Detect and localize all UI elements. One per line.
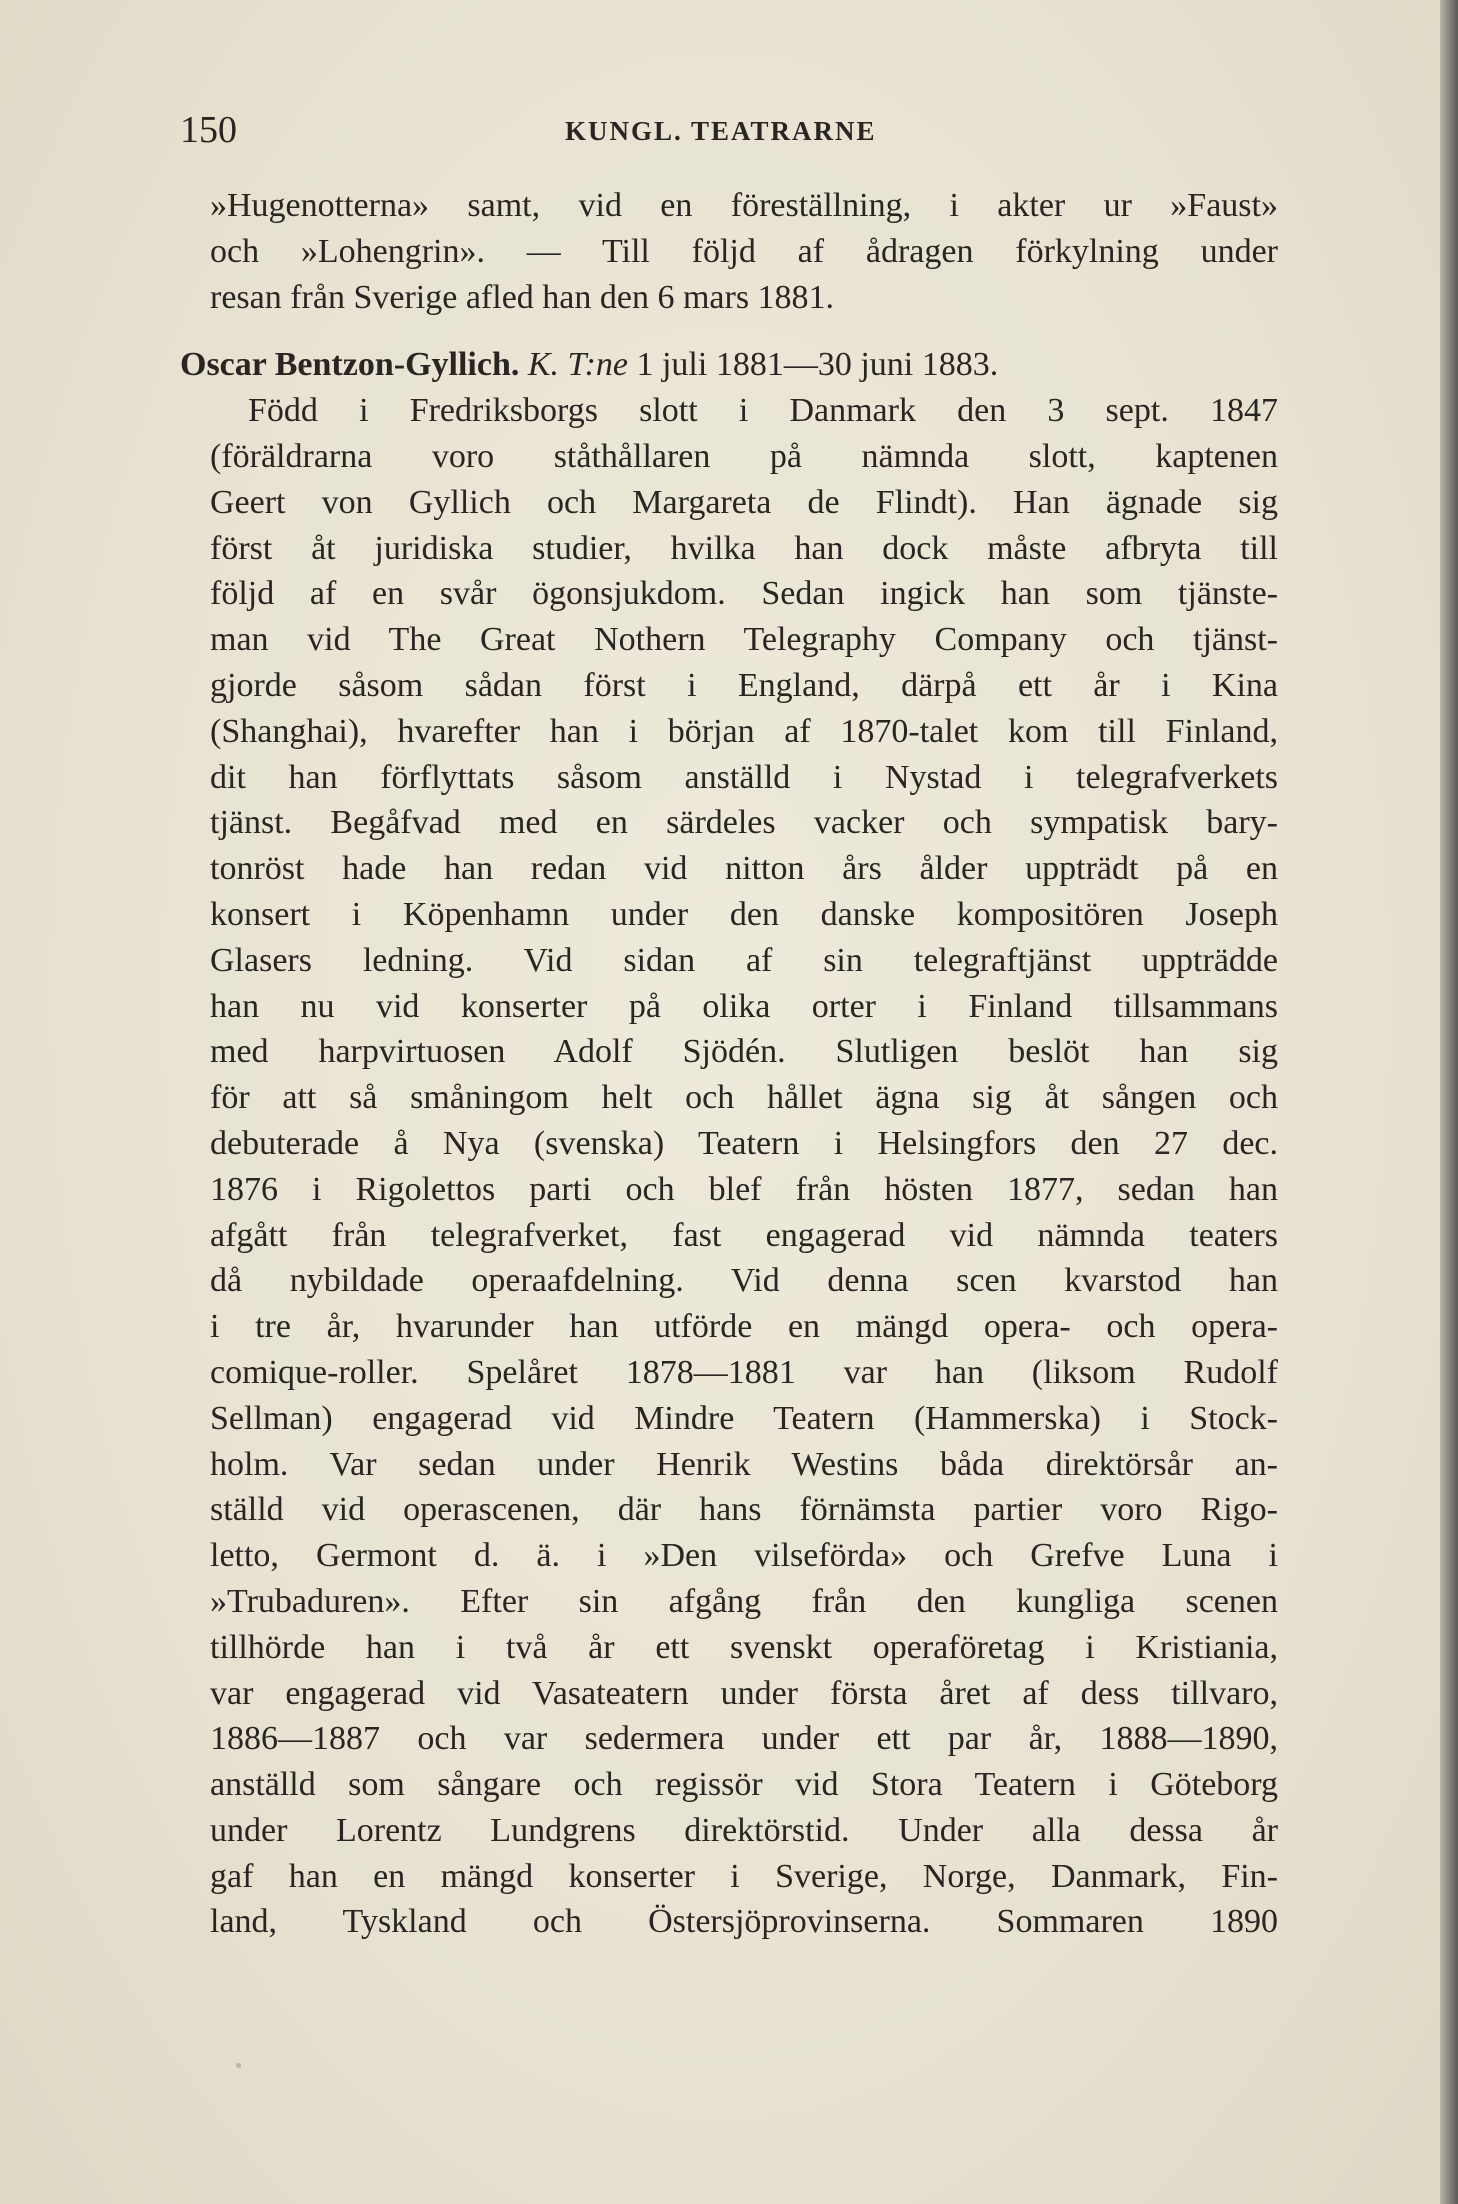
page-edge-shadow <box>1440 0 1458 2204</box>
entry-line: debuterade å Nya (svenska) Teatern i Helsingfors den 27 dec. <box>210 1124 1278 1162</box>
running-head-title: KUNGL. TEATRARNE <box>565 116 877 146</box>
page-number: 150 <box>180 109 237 151</box>
continuation-line: »Hugenotterna» samt, vid en föreställning, i akter ur »Faust» <box>210 187 1278 224</box>
entry-line: Född i Fredriksborgs slott i Danmark den 3 sept. 1847 <box>248 392 1278 430</box>
entry-line: i tre år, hvarunder han utförde en mängd opera- och opera- <box>210 1308 1278 1346</box>
entry-line: för att så småningom helt och hållet ägna sig åt sången och <box>210 1079 1278 1117</box>
entry-line: först åt juridiska studier, hvilka han dock måste afbryta till <box>210 529 1278 567</box>
paper-speck <box>236 2063 241 2068</box>
entry-tenure-abbr: K. T:ne <box>527 346 628 384</box>
entry-heading <box>180 342 1278 388</box>
entry-line: (föräldrarna voro ståthållaren på nämnda slott, kaptenen <box>210 437 1278 475</box>
entry-tenure: 1 juli 1881—30 juni 1883. <box>636 346 999 384</box>
entry-line: gaf han en mängd konserter i Sverige, Norge, Danmark, Fin- <box>210 1857 1278 1895</box>
entry-line: comique-roller. Spelåret 1878—1881 var han (liksom Rudolf <box>210 1353 1278 1391</box>
entry-line: under Lorentz Lundgrens direktörstid. Under alla dessa år <box>210 1811 1278 1849</box>
entry-line: konsert i Köpenhamn under den danske kompositören Joseph <box>210 895 1278 933</box>
entry-line: tillhörde han i två år ett svenskt operaföretag i Kristiania, <box>210 1628 1278 1666</box>
entry-line: Geert von Gyllich och Margareta de Flindt). Han ägnade sig <box>210 483 1278 521</box>
entry-line: Sellman) engagerad vid Mindre Teatern (Hammerska) i Stock- <box>210 1399 1278 1437</box>
entry-line: ställd vid operascenen, där hans förnämsta partier voro Rigo- <box>210 1491 1278 1529</box>
entry-line: tonröst hade han redan vid nitton års ålder uppträdt på en <box>210 850 1278 888</box>
entry-line: letto, Germont d. ä. i »Den vilseförda» och Grefve Luna i <box>210 1537 1278 1575</box>
entry-line: (Shanghai), hvarefter han i början af 1870-talet kom till Finland, <box>210 712 1278 750</box>
entry-line: då nybildade operaafdelning. Vid denna scen kvarstod han <box>210 1262 1278 1300</box>
entry-line: gjorde såsom sådan först i England, därpå ett år i Kina <box>210 666 1278 704</box>
entry-line: 1886—1887 och var sedermera under ett par år, 1888—1890, <box>210 1720 1278 1758</box>
entry-line: Glasers ledning. Vid sidan af sin telegraftjänst uppträdde <box>210 941 1278 979</box>
entry-line: afgått från telegrafverket, fast engagerad vid nämnda teaters <box>210 1216 1278 1254</box>
entry-line: man vid The Great Nothern Telegraphy Company och tjänst- <box>210 621 1278 659</box>
entry-line: dit han förflyttats såsom anställd i Nystad i telegrafverkets <box>210 758 1278 796</box>
continuation-line: och »Lohengrin». — Till följd af ådragen förkylning under <box>210 232 1278 270</box>
entry-line: »Trubaduren». Efter sin afgång från den kungliga scenen <box>210 1582 1278 1620</box>
entry-line: 1876 i Rigolettos parti och blef från hösten 1877, sedan han <box>210 1170 1278 1208</box>
running-head <box>0 108 1440 158</box>
entry-line: han nu vid konserter på olika orter i Finland tillsammans <box>210 987 1278 1025</box>
entry-line: med harpvirtuosen Adolf Sjödén. Slutligen beslöt han sig <box>210 1033 1278 1071</box>
entry-name: Oscar Bentzon-Gyllich. <box>180 346 520 384</box>
entry-line: anställd som sångare och regissör vid Stora Teatern i Göteborg <box>210 1766 1278 1804</box>
continuation-line: resan från Sverige afled han den 6 mars 1881. <box>210 278 835 316</box>
entry-line: tjänst. Begåfvad med en särdeles vacker och sympatisk bary- <box>210 804 1278 842</box>
body-text <box>180 183 1278 1945</box>
entry-line: land, Tyskland och Östersjöprovinserna. Sommaren 1890 <box>210 1903 1278 1941</box>
entry-line: var engagerad vid Vasateatern under första året af dess tillvaro, <box>210 1674 1278 1712</box>
entry-line: följd af en svår ögonsjukdom. Sedan ingick han som tjänste- <box>210 575 1278 613</box>
entry-line: holm. Var sedan under Henrik Westins båda direktörsår an- <box>210 1445 1278 1483</box>
